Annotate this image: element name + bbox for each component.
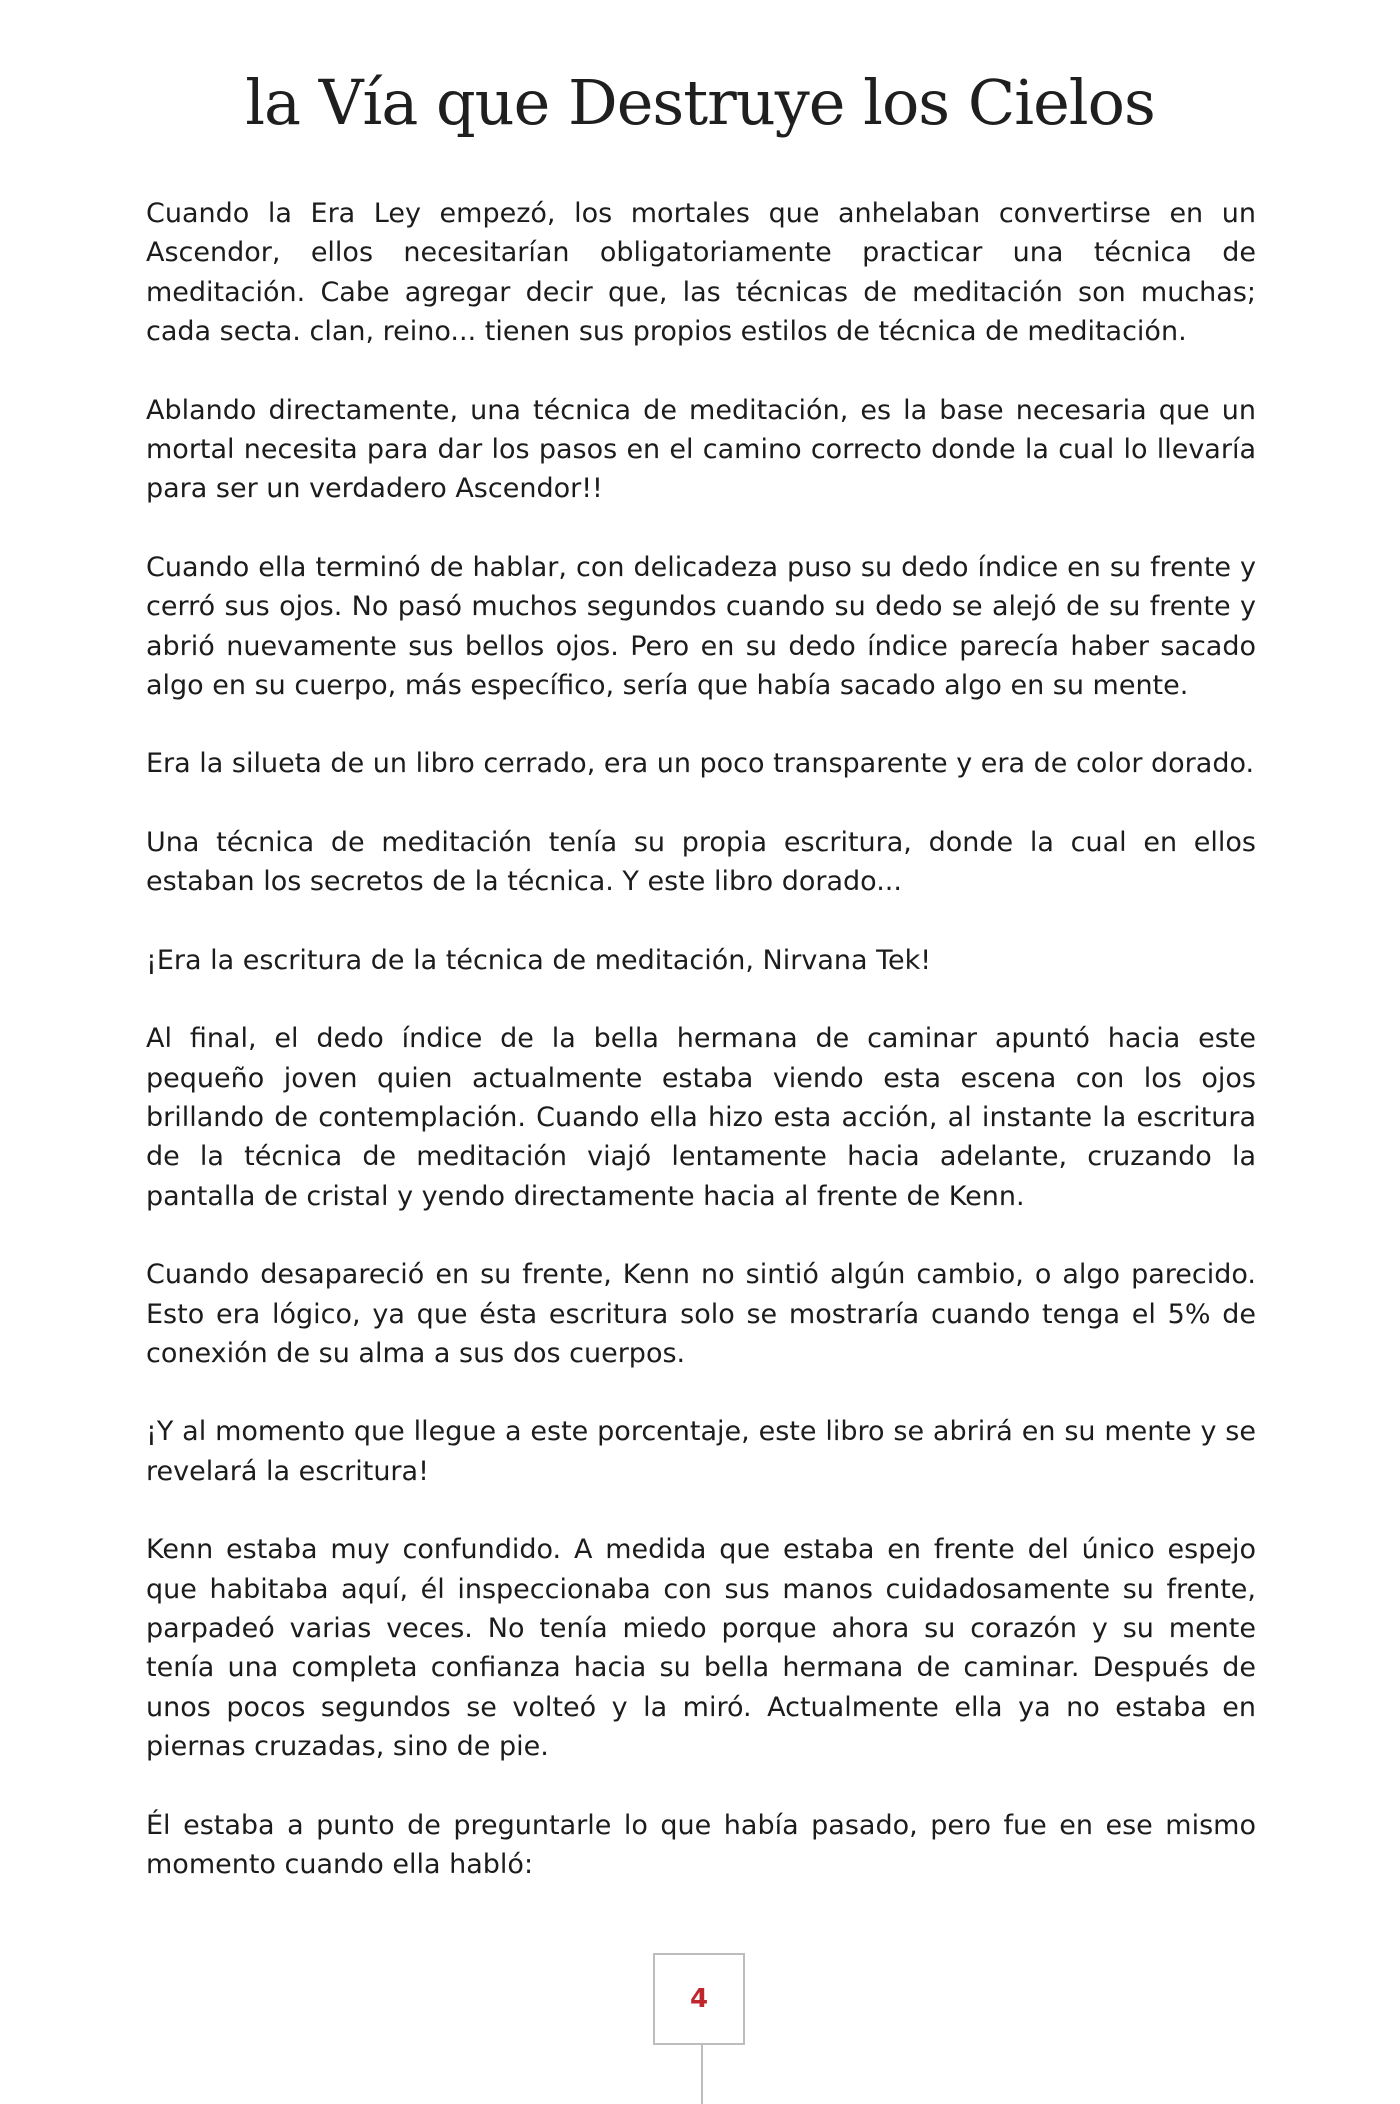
paragraph: Él estaba a punto de preguntarle lo que había pasado, pero fue en ese mismo momento cuando ella habló: <box>146 1809 1256 1880</box>
paragraph: Al final, el dedo índice de la bella hermana de caminar apuntó hacia este pequeño joven quien actualmente estaba viendo esta escena con los ojos brillando de contemplación. Cuando ella hizo esta acción, al instante la escritura de la técnica de meditación viajó lentamente hacia adelante, cruzando la pantalla de cristal y yendo directamente hacia al frente de Kenn. <box>146 1023 1256 1212</box>
paragraph: Kenn estaba muy confundido. A medida que estaba en frente del único espejo que habitaba aquí, él inspeccionaba con sus manos cuidadosamente su frente, parpadeó varias veces. No tenía miedo porque ahora su corazón y su mente tenía una completa confianza hacia su bella hermana de caminar. Después de unos pocos segundos se volteó y la miró. Actualmente ella ya no estaba en piernas cruzadas, sino de pie. <box>146 1534 1256 1763</box>
paragraph: Cuando la Era Ley empezó, los mortales que anhelaban convertirse en un Ascendor, ellos necesitarían obligatoriamente practicar una técnica de meditación. Cabe agregar decir que, las técnicas de meditación son muchas; cada secta. clan, reino... tienen sus propios estilos de técnica de meditación. <box>146 198 1256 348</box>
paragraph: Cuando ella terminó de hablar, con delicadeza puso su dedo índice en su frente y cerró sus ojos. No pasó muchos segundos cuando su dedo se alejó de su frente y abrió nuevamente sus bellos ojos. Pero en su dedo índice parecía haber sacado algo en su cuerpo, más específico, sería que había sacado algo en su mente. <box>146 551 1256 702</box>
page-title: la Vía que Destruye los Cielos <box>245 66 1155 139</box>
page-number: 4 <box>689 1984 709 2014</box>
page-number-box <box>653 1953 745 2045</box>
paragraph: Una técnica de meditación tenía su propia escritura, donde la cual en ellos estaban los secretos de la técnica. Y este libro dorado... <box>146 826 1256 898</box>
paragraph: ¡Y al momento que llegue a este porcentaje, este libro se abrirá en su mente y se revelará la escritura! <box>146 1416 1256 1487</box>
paragraph: ¡Era la escritura de la técnica de meditación, Nirvana Tek! <box>146 944 932 976</box>
paragraph: Era la silueta de un libro cerrado, era un poco transparente y era de color dorado. <box>146 748 1255 780</box>
paragraph: Cuando desapareció en su frente, Kenn no sintió algún cambio, o algo parecido. Esto era lógico, ya que ésta escritura solo se mostraría cuando tenga el 5% de conexión de su alma a sus dos cuerpos. <box>146 1259 1256 1369</box>
page-number-connector-line <box>701 2045 703 2104</box>
body-text <box>146 194 1256 1923</box>
paragraph: Ablando directamente, una técnica de meditación, es la base necesaria que un mortal necesita para dar los pasos en el camino correcto donde la cual lo llevaría para ser un verdadero Ascendor!! <box>146 394 1256 505</box>
